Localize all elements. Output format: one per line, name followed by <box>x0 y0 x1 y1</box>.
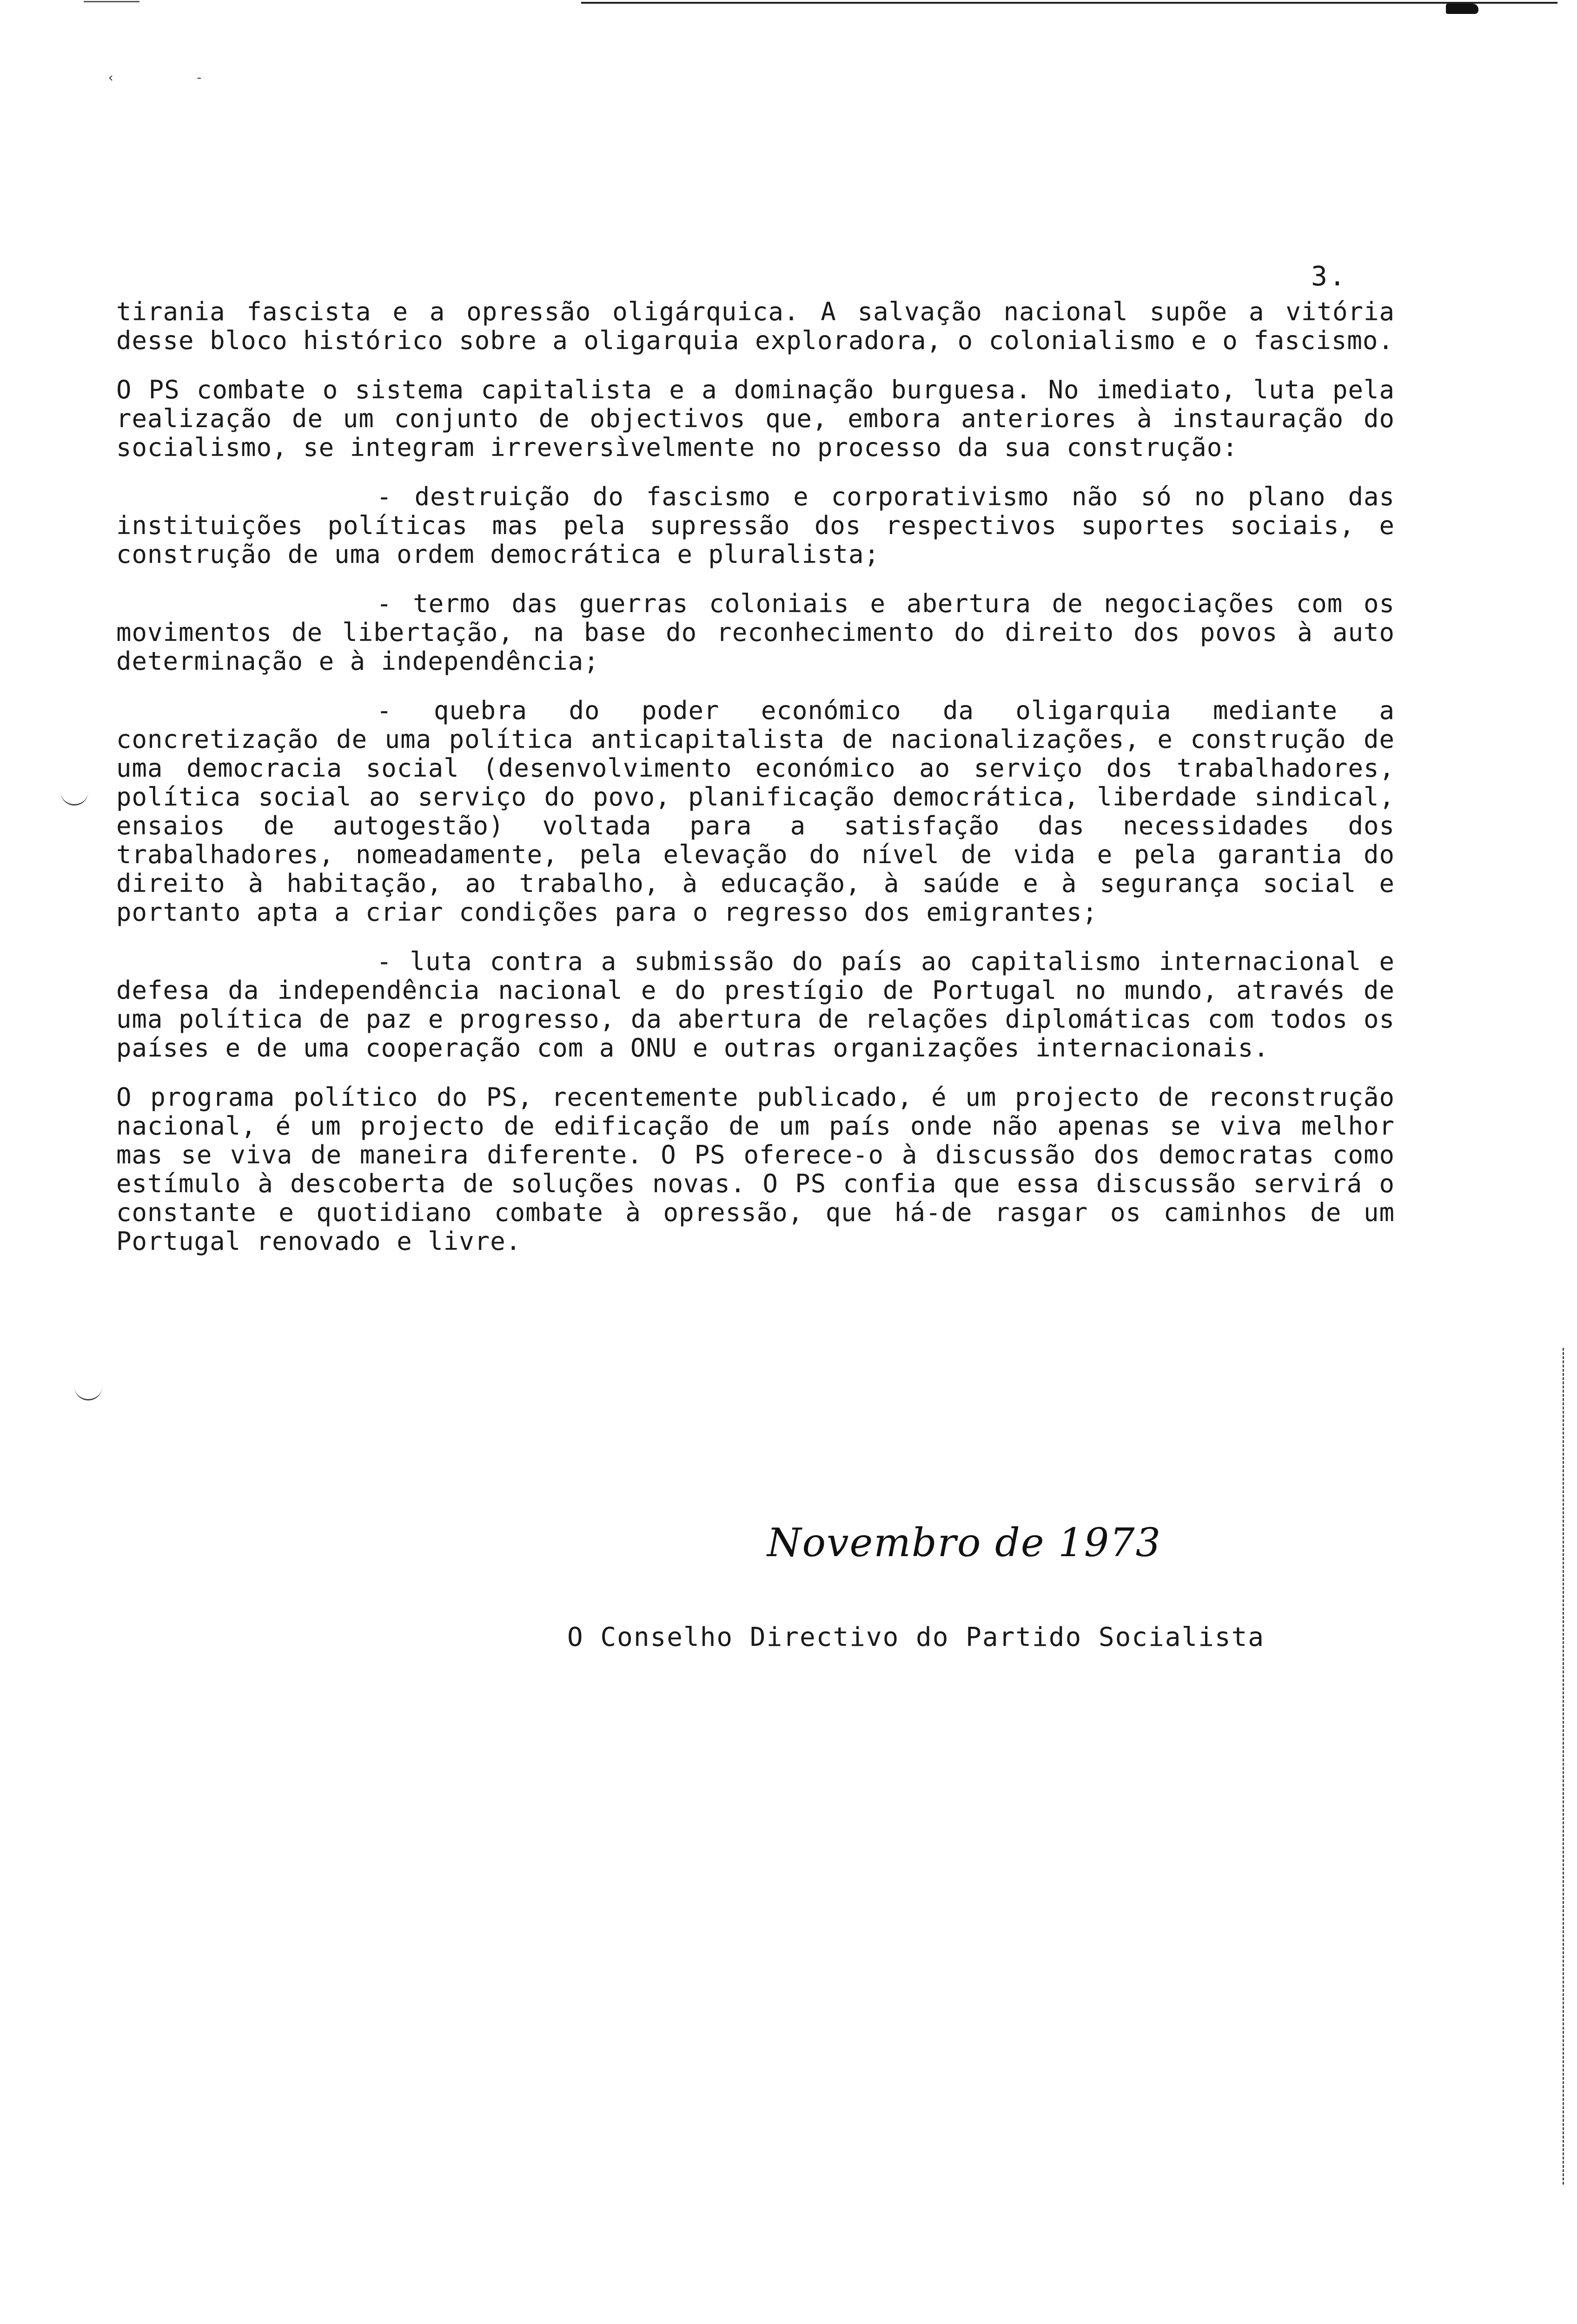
scan-artifact-mark: - <box>195 70 203 85</box>
signatory: O Conselho Directivo do Partido Socialista <box>567 1622 1265 1652</box>
list-item: - destruição do fascismo e corporativismo não só no plano das instituições políticas mas pela supressão dos respectivos suportes sociais, e construção de uma ordem democrática e pluralista; <box>116 482 1395 569</box>
body-text <box>116 297 1395 1276</box>
scan-artifact-edge <box>1560 1348 1564 2185</box>
scan-artifact-rule <box>84 1 139 2</box>
scan-artifact-arc <box>74 1385 102 1400</box>
scan-artifact-mark: ‹ <box>107 70 115 85</box>
paragraph: tirania fascista e a opressão oligárquica. A salvação nacional supõe a vitória desse bloco histórico sobre a oligarquia exploradora, o colonialismo e o fascismo. <box>116 297 1395 355</box>
paragraph: O PS combate o sistema capitalista e a dominação burguesa. No imediato, luta pela realização de um conjunto de objectivos que, embora anteriores à instauração do socialismo, se integram irreversìvelmente no processo da sua construção: <box>116 375 1395 462</box>
handwritten-date: Novembro de 1973 <box>767 1520 1162 1565</box>
page-number: 3. <box>1311 260 1347 292</box>
paragraph: O programa político do PS, recentemente publicado, é um projecto de reconstrução nacional, é um projecto de edificação de um país onde não apenas se viva melhor mas se viva de maneira diferente. O PS oferece-o à discussão dos democratas como estímulo à descoberta de soluções novas. O PS confia que essa discussão servirá o constante e quotidiano combate à opressão, que há-de rasgar os caminhos de um Portugal renovado e livre. <box>116 1083 1395 1256</box>
scan-artifact-rule <box>581 2 1557 4</box>
list-item: - luta contra a submissão do país ao capitalismo internacional e defesa da independência nacional e do prestígio de Portugal no mundo, através de uma política de paz e progresso, da abertura de relações diplomáticas com todos os países e de uma cooperação com a ONU e outras organizações internacionais. <box>116 947 1395 1063</box>
scan-artifact-arc <box>60 790 88 805</box>
list-item: - termo das guerras coloniais e abertura de negociações com os movimentos de libertação, na base do reconhecimento do direito dos povos à auto determinação e à independência; <box>116 589 1395 676</box>
list-item: - quebra do poder económico da oligarquia mediante a concretização de uma política anticapitalista de nacionalizações, e construção de uma democracia social (desenvolvimento económico ao serviço dos trabalhadores, política social ao serviço do povo, planificação democrática, liberdade sindical, ensaios de autogestão) voltada para a satisfação das necessidades dos trabalhadores, nomeadamente, pela elevação do nível de vida e pela garantia do direito à habitação, ao trabalho, à educação, à saúde e à segurança social e portanto apta a criar condições para o regresso dos emigrantes; <box>116 696 1395 927</box>
scan-artifact-blob <box>1446 4 1478 14</box>
